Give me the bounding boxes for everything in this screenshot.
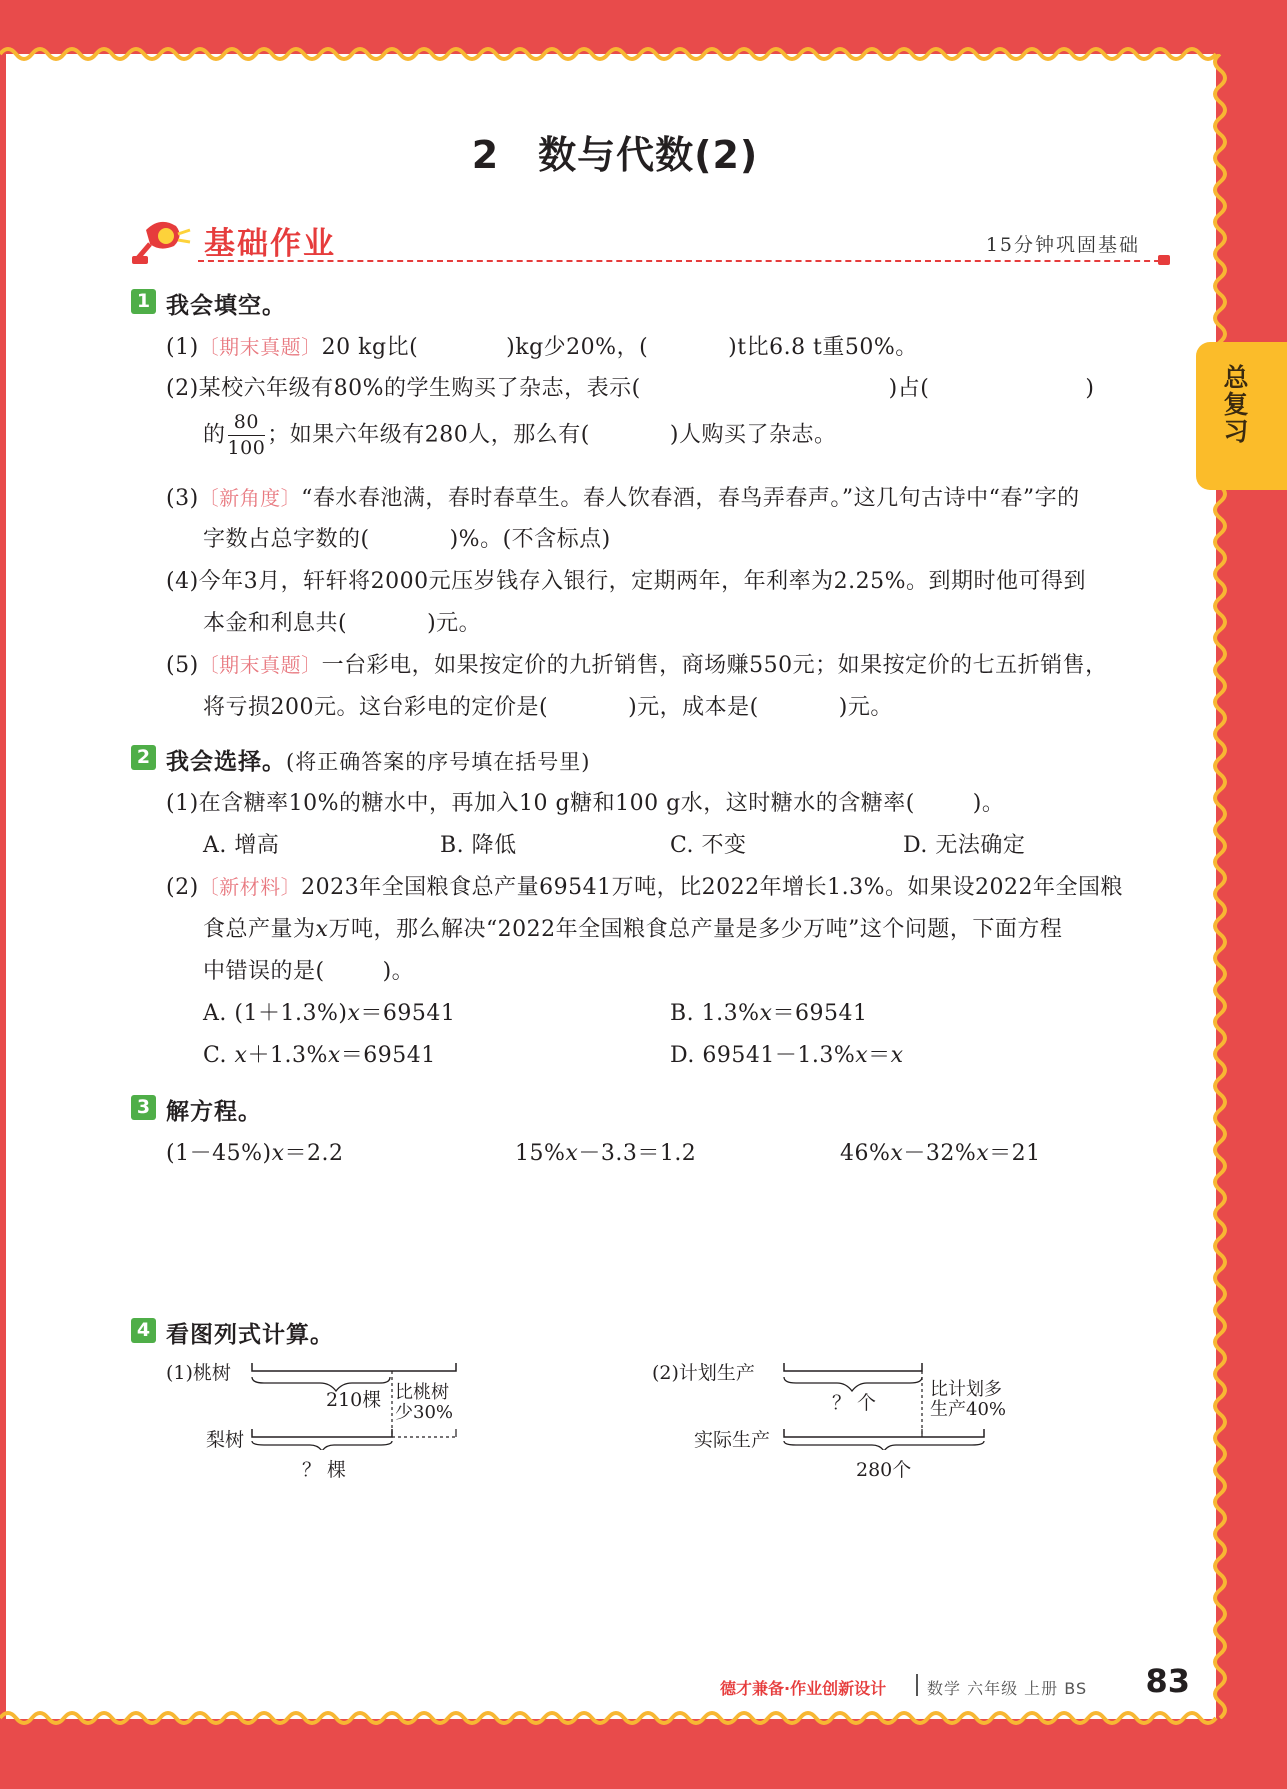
diagram-1-value: 210棵 — [326, 1389, 382, 1411]
question-2-title: 我会选择。 — [166, 749, 286, 775]
q1-item-2-text-d: ；如果六年级有280人，那么有( — [267, 422, 590, 448]
q1-item-1-text-b: )kg少20%，( — [506, 335, 649, 360]
page-number: 83 — [1145, 1662, 1190, 1700]
q1-item-3-num: (3) — [166, 486, 199, 511]
q1-item-3-text-c: )%。(不含标点) — [449, 527, 611, 552]
q1-item-3-text-b: 字数占总字数的( — [203, 527, 370, 552]
q1-item-5-text-d: )元。 — [838, 695, 893, 720]
q2-item-1-text-b: )。 — [972, 791, 1005, 816]
diagram-1-label-pear: 梨树 — [206, 1429, 245, 1451]
side-tab-review[interactable] — [1196, 342, 1287, 490]
tag-new-angle: 〔新角度〕 — [198, 486, 302, 510]
question-number-3: 3 — [131, 1095, 156, 1120]
equation-2 — [515, 1136, 696, 1167]
q1-item-1 — [166, 330, 918, 361]
option-text: A. (1＋1.3%) — [203, 1001, 348, 1026]
q2-item-1-option-c[interactable]: C. 不变 — [670, 833, 747, 858]
option-text: ＝69541 — [772, 1001, 868, 1026]
option-text: C. — [203, 1043, 235, 1068]
section-divider — [198, 260, 1170, 262]
q1-item-5 — [166, 648, 1108, 679]
question-number-2: 2 — [131, 745, 156, 770]
page-title: 2 数与代数(2) — [471, 133, 759, 177]
variable-x: x — [234, 1043, 248, 1068]
diagram-2-segments — [782, 1355, 992, 1450]
q1-item-5-cont — [203, 690, 893, 721]
section-subtitle: 15分钟巩固基础 — [985, 234, 1140, 256]
footer-book-info: 数学 六年级 上册 BS — [927, 1679, 1088, 1698]
diagram-1-note-line1: 比桃树 — [395, 1382, 449, 1403]
q1-item-1-text-a: 20 kg比( — [321, 335, 419, 360]
diagram-2-label-plan: (2)计划生产 — [652, 1362, 755, 1384]
tag-new-material: 〔新材料〕 — [198, 875, 302, 899]
question-number-1: 1 — [131, 289, 156, 314]
diagram-2-label-actual: 实际生产 — [694, 1429, 771, 1451]
diagram-1-segments — [250, 1355, 460, 1450]
q2-item-1-text-a: (1)在含糖率10%的糖水中，再加入10 g糖和100 g水，这时糖水的含糖率( — [166, 791, 915, 816]
q2-item-2 — [166, 870, 1123, 901]
q2-item-1-option-a[interactable]: A. 增高 — [203, 833, 280, 858]
fraction-denominator: 100 — [227, 437, 266, 459]
q1-item-1-num: (1) — [166, 335, 199, 360]
variable-x: x — [271, 1141, 285, 1166]
equation-1 — [166, 1136, 343, 1167]
q1-item-4-text-c: )元。 — [427, 611, 482, 636]
question-number-4: 4 — [131, 1318, 156, 1343]
q1-item-3 — [166, 481, 1080, 512]
eq-text: 46% — [840, 1141, 891, 1166]
question-4-heading: 看图列式计算。 — [166, 1322, 334, 1348]
question-1-heading: 我会填空。 — [166, 293, 286, 319]
eq-text: ＝21 — [989, 1141, 1041, 1166]
footer-brand: 德才兼备·作业创新设计 — [720, 1679, 887, 1698]
question-2-heading — [166, 743, 590, 776]
q2-item-1 — [166, 786, 1004, 817]
page-footer — [720, 1662, 1190, 1710]
q2-item-2-option-d[interactable] — [670, 1038, 904, 1069]
q1-item-2 — [166, 371, 1168, 402]
q1-item-3-cont — [203, 522, 611, 553]
variable-x: x — [347, 1001, 361, 1026]
q1-item-5-text-b: 将亏损200元。这台彩电的定价是( — [203, 695, 549, 720]
q2-item-2-option-b[interactable] — [670, 996, 867, 1027]
diagram-1-note-line2: 少30% — [395, 1402, 454, 1423]
q1-item-2-text-pre: 的 — [203, 422, 226, 448]
fraction-80-100 — [228, 410, 266, 461]
option-text: ＋1.3% — [247, 1043, 328, 1068]
q1-item-1-text-c: )t比6.8 t重50%。 — [728, 335, 918, 360]
q2-item-1-option-b[interactable]: B. 降低 — [440, 833, 517, 858]
option-text: D. 69541－1.3% — [670, 1043, 856, 1068]
variable-x: x — [855, 1043, 869, 1068]
variable-x: x — [327, 1043, 341, 1068]
question-2-note: (将正确答案的序号填在括号里) — [286, 750, 591, 774]
q2-item-2-text-e: )。 — [382, 959, 415, 984]
diagram-2-note-line1: 比计划多 — [930, 1379, 1002, 1400]
q1-item-2-cont — [203, 410, 836, 461]
equation-3 — [840, 1136, 1041, 1167]
q2-item-2-text-b: 食总产量为 — [203, 917, 316, 942]
q1-item-5-num: (5) — [166, 653, 199, 678]
option-text: ＝69541 — [340, 1043, 436, 1068]
diagram-1-label-peach: (1)桃树 — [166, 1362, 231, 1384]
q1-item-2-text-b: )占( — [888, 376, 930, 401]
lamp-icon — [130, 216, 192, 266]
fraction-numerator: 80 — [228, 410, 266, 436]
diagram-2-value: 280个 — [856, 1459, 912, 1481]
section-title: 基础作业 — [204, 226, 336, 262]
q1-item-2-text-e: )人购买了杂志。 — [669, 422, 837, 448]
q2-item-2-num: (2) — [166, 875, 199, 900]
option-text: ＝ — [868, 1043, 891, 1068]
question-3-heading: 解方程。 — [166, 1099, 262, 1125]
q2-item-2-text-c: 万吨，那么解决“2022年全国粮食总产量是多少万吨”这个问题，下面方程 — [328, 917, 1063, 942]
tag-final-exam: 〔期末真题〕 — [198, 653, 322, 677]
q2-item-2-option-c[interactable] — [203, 1038, 436, 1069]
q1-item-2-text-a: (2)某校六年级有80%的学生购买了杂志，表示( — [166, 376, 641, 401]
q1-item-2-text-c: ) — [1085, 376, 1095, 401]
q2-item-2-text-d: 中错误的是( — [203, 959, 325, 984]
variable-x: x — [976, 1141, 990, 1166]
eq-text: －3.3＝1.2 — [578, 1141, 697, 1166]
q2-item-2-text-a: 2023年全国粮食总产量69541万吨，比2022年增长1.3%。如果设2022年全国粮 — [301, 875, 1124, 900]
diagram-1-ask: ？ 棵 — [302, 1459, 347, 1481]
variable-x: x — [565, 1141, 579, 1166]
option-text: B. 1.3% — [670, 1001, 760, 1026]
q1-item-5-text-a: 一台彩电，如果按定价的九折销售，商场赚550元；如果按定价的七五折销售， — [321, 653, 1108, 678]
eq-text: 15% — [515, 1141, 566, 1166]
side-tab-label: 总复习 — [1220, 364, 1249, 445]
q2-item-2-option-a[interactable] — [203, 996, 455, 1027]
diagram-2-ask: ？ 个 — [832, 1392, 877, 1414]
q2-item-2-cont2 — [203, 954, 414, 985]
q2-item-2-cont — [203, 912, 1062, 943]
divider-end-marker — [1158, 255, 1170, 265]
q1-item-4-cont — [203, 606, 481, 637]
footer-divider — [916, 1674, 918, 1696]
variable-x: x — [315, 917, 329, 942]
q1-item-5-text-c: )元，成本是( — [628, 695, 759, 720]
q1-item-3-text-a: “春水春池满，春时春草生。春人饮春酒，春鸟弄春声。”这几句古诗中“春”字的 — [301, 486, 1080, 511]
wave-border-right — [1210, 54, 1230, 1719]
section-header — [128, 216, 1170, 266]
tag-final-exam: 〔期末真题〕 — [198, 335, 322, 359]
option-text: ＝69541 — [360, 1001, 456, 1026]
wave-border-top — [0, 42, 1287, 66]
variable-x: x — [890, 1043, 904, 1068]
eq-text: ＝2.2 — [284, 1141, 344, 1166]
variable-x: x — [890, 1141, 904, 1166]
eq-text: －32% — [903, 1141, 977, 1166]
variable-x: x — [759, 1001, 773, 1026]
q1-item-4-text-b: 本金和利息共( — [203, 611, 348, 636]
eq-text: (1－45%) — [166, 1141, 272, 1166]
q1-item-4 — [166, 564, 1086, 595]
q2-item-1-option-d[interactable]: D. 无法确定 — [903, 833, 1026, 858]
diagram-2-note-line2: 生产40% — [930, 1399, 1007, 1420]
q1-item-4-text-a: (4)今年3月，轩轩将2000元压岁钱存入银行，定期两年，年利率为2.25%。到期时他可得到 — [166, 569, 1087, 594]
